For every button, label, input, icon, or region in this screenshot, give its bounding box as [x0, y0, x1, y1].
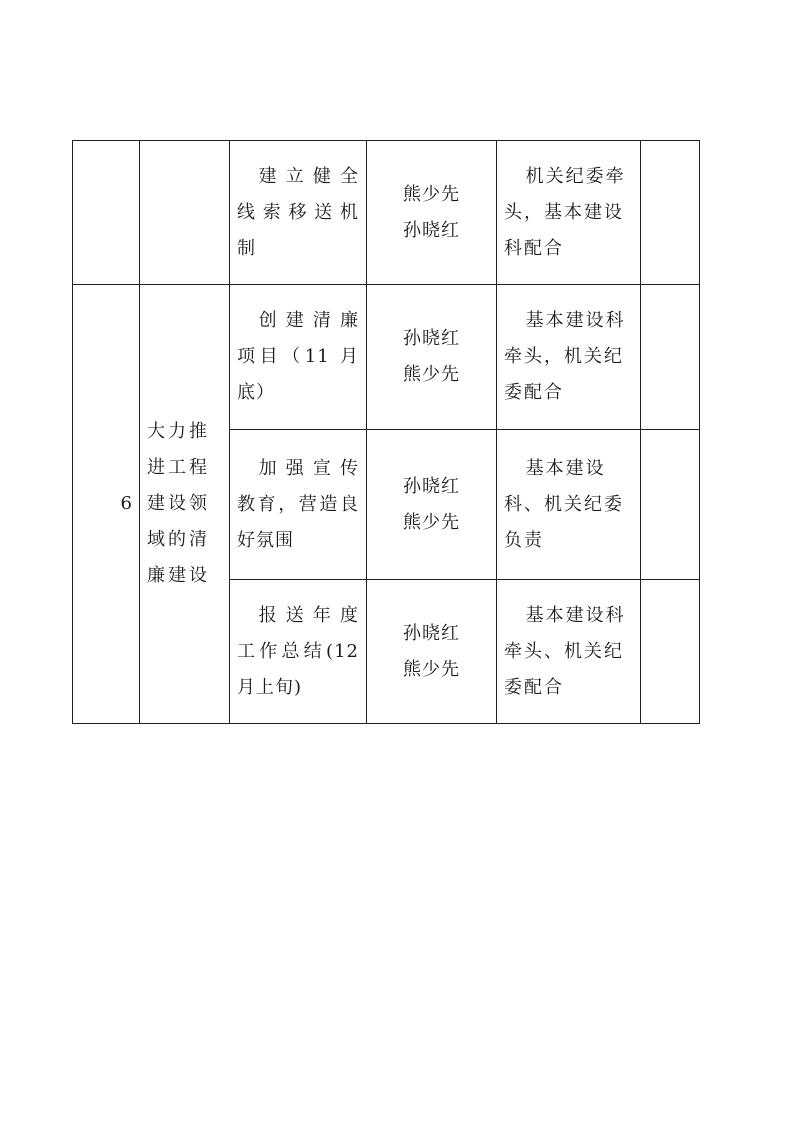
task-line: 底）	[237, 382, 275, 403]
department-cell	[497, 430, 641, 580]
task-table	[72, 140, 700, 724]
person-name: 熊少先	[403, 658, 460, 680]
task-line: 项目（11 月	[237, 346, 359, 367]
table-row	[73, 285, 700, 430]
task-line: 建立健全	[258, 165, 359, 187]
task-line: 好氛围	[237, 529, 294, 551]
person-name: 孙晓红	[403, 219, 460, 241]
person-name: 孙晓红	[403, 622, 460, 644]
department-cell	[497, 285, 641, 430]
task-line: 加强宣传	[258, 457, 359, 479]
task-line: 创建清廉	[258, 310, 359, 331]
dept-line: 基本建设科	[525, 604, 626, 626]
dept-line: 委配合	[504, 382, 564, 403]
responsible-person-cell	[367, 141, 497, 285]
dept-line: 机关纪委牵	[525, 165, 626, 187]
task-line: 教育，营造良	[237, 493, 359, 515]
item-title-line: 廉建设	[147, 565, 210, 586]
dept-line: 科、机关纪委	[504, 493, 624, 515]
task-cell	[230, 285, 367, 430]
item-title-line: 域的清	[147, 529, 210, 550]
person-name: 熊少先	[403, 364, 460, 385]
person-name: 熊少先	[403, 511, 460, 533]
item-title-line: 进工程	[147, 457, 210, 478]
note-cell	[641, 141, 700, 285]
department-cell	[497, 580, 641, 724]
department-cell	[497, 141, 641, 285]
task-line: 工作总结(12	[237, 640, 359, 662]
person-name: 孙晓红	[403, 328, 460, 349]
dept-line: 基本建设	[525, 457, 606, 479]
item-title-cell	[140, 141, 230, 285]
item-number-cell	[73, 141, 140, 285]
responsible-person-cell	[367, 580, 497, 724]
dept-line: 牵头、机关纪	[504, 640, 624, 662]
task-line: 线索移送机	[237, 201, 359, 223]
dept-line: 科配合	[504, 237, 564, 259]
note-cell	[641, 580, 700, 724]
person-name: 熊少先	[403, 183, 460, 205]
dept-line: 负责	[504, 529, 544, 551]
dept-line: 基本建设科	[525, 310, 626, 331]
dept-line: 牵头，机关纪	[504, 346, 624, 367]
dept-line: 委配合	[504, 676, 564, 698]
task-cell	[230, 430, 367, 580]
item-title-line: 大力推	[147, 421, 210, 442]
item-title-line: 建设领	[147, 493, 210, 514]
task-line: 制	[237, 237, 256, 259]
table-row	[73, 141, 700, 285]
task-line: 月上旬)	[237, 676, 303, 698]
task-cell	[230, 580, 367, 724]
person-name: 孙晓红	[403, 475, 460, 497]
responsible-person-cell	[367, 285, 497, 430]
note-cell	[641, 285, 700, 430]
task-line: 报送年度	[258, 604, 359, 626]
responsible-person-cell	[367, 430, 497, 580]
note-cell	[641, 430, 700, 580]
item-title-cell	[140, 285, 230, 724]
item-number-cell: 6	[73, 285, 140, 724]
task-cell	[230, 141, 367, 285]
dept-line: 头，基本建设	[504, 201, 624, 223]
